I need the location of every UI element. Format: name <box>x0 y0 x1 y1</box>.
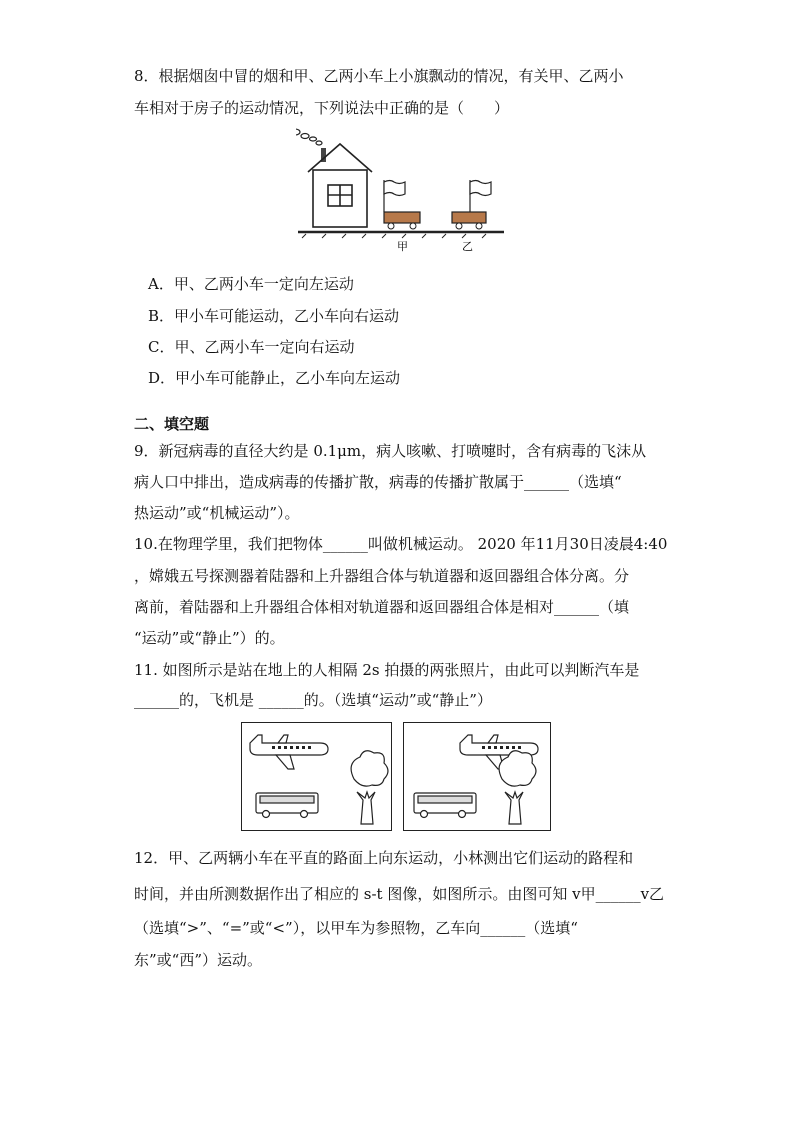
q12-text-line3: （选填“>”、“=”或“<”），以甲车为参照物，乙车向______（选填“ <box>134 919 578 937</box>
house-icon <box>308 144 372 227</box>
bus-icon <box>256 793 318 818</box>
cart-yi-icon <box>452 180 491 229</box>
label-jia: 甲 <box>397 240 408 253</box>
q8-option-a: A．甲、乙两小车一定向左运动 <box>148 275 354 293</box>
bus-icon <box>414 793 476 818</box>
q8-option-d: D．甲小车可能静止，乙小车向左运动 <box>148 369 401 387</box>
q8-text-line2: 车相对于房子的运动情况，下列说法中正确的是（ ） <box>134 99 510 117</box>
q9-text-line3: 热运动”或“机械运动”）。 <box>134 504 300 522</box>
q8-option-b: B．甲小车可能运动，乙小车向右运动 <box>148 307 400 325</box>
tree-icon <box>499 751 536 824</box>
airplane-icon <box>250 735 328 769</box>
label-yi: 乙 <box>462 240 473 253</box>
q9-text-line2: 病人口中排出，造成病毒的传播扩散，病毒的传播扩散属于______（选填“ <box>134 473 622 491</box>
ground-hatching <box>302 234 486 238</box>
q10-text-line3: 离前，着陆器和上升器组合体相对轨道器和返回器组合体是相对______（填 <box>134 598 630 616</box>
section-title: 二、填空题 <box>134 415 210 433</box>
q10-text-line2: ，嫦娥五号探测器着陆器和上升器组合体与轨道器和返回器组合体分离。分 <box>134 567 630 585</box>
photo-2 <box>403 722 551 831</box>
q10-text-line1: 10.在物理学里，我们把物体______叫做机械运动。 2020 年11月30日凌晨4:40 <box>134 535 668 553</box>
q11-text-line2: ______的，飞机是 ______的。（选填“运动”或“静止”） <box>134 691 492 709</box>
q8-house-carts-figure <box>296 124 506 254</box>
q11-text-line1: 11. 如图所示是站在地上的人相隔 2s 拍摄的两张照片，由此可以判断汽车是 <box>134 661 640 679</box>
q10-text-line4: “运动”或“静止”）的。 <box>134 629 285 647</box>
q8-option-c: C．甲、乙两小车一定向右运动 <box>148 338 355 356</box>
q12-text-line1: 12．甲、乙两辆小车在平直的路面上向东运动，小林测出它们运动的路程和 <box>134 849 634 867</box>
q12-text-line2: 时间，并由所测数据作出了相应的 s-t 图像，如图所示。由图可知 v甲______v乙 <box>134 885 665 903</box>
cart-jia-icon <box>384 180 420 229</box>
q8-text-line1: 8．根据烟囱中冒的烟和甲、乙两小车上小旗飘动的情况，有关甲、乙两小 <box>134 67 624 85</box>
tree-icon <box>351 751 388 824</box>
q12-text-line4: 东”或“西”）运动。 <box>134 951 263 969</box>
photo-1 <box>241 722 392 831</box>
q9-text-line1: 9．新冠病毒的直径大约是 0.1μm，病人咳嗽、打喷嚏时，含有病毒的飞沫从 <box>134 442 647 460</box>
smoke-icon <box>296 129 322 145</box>
